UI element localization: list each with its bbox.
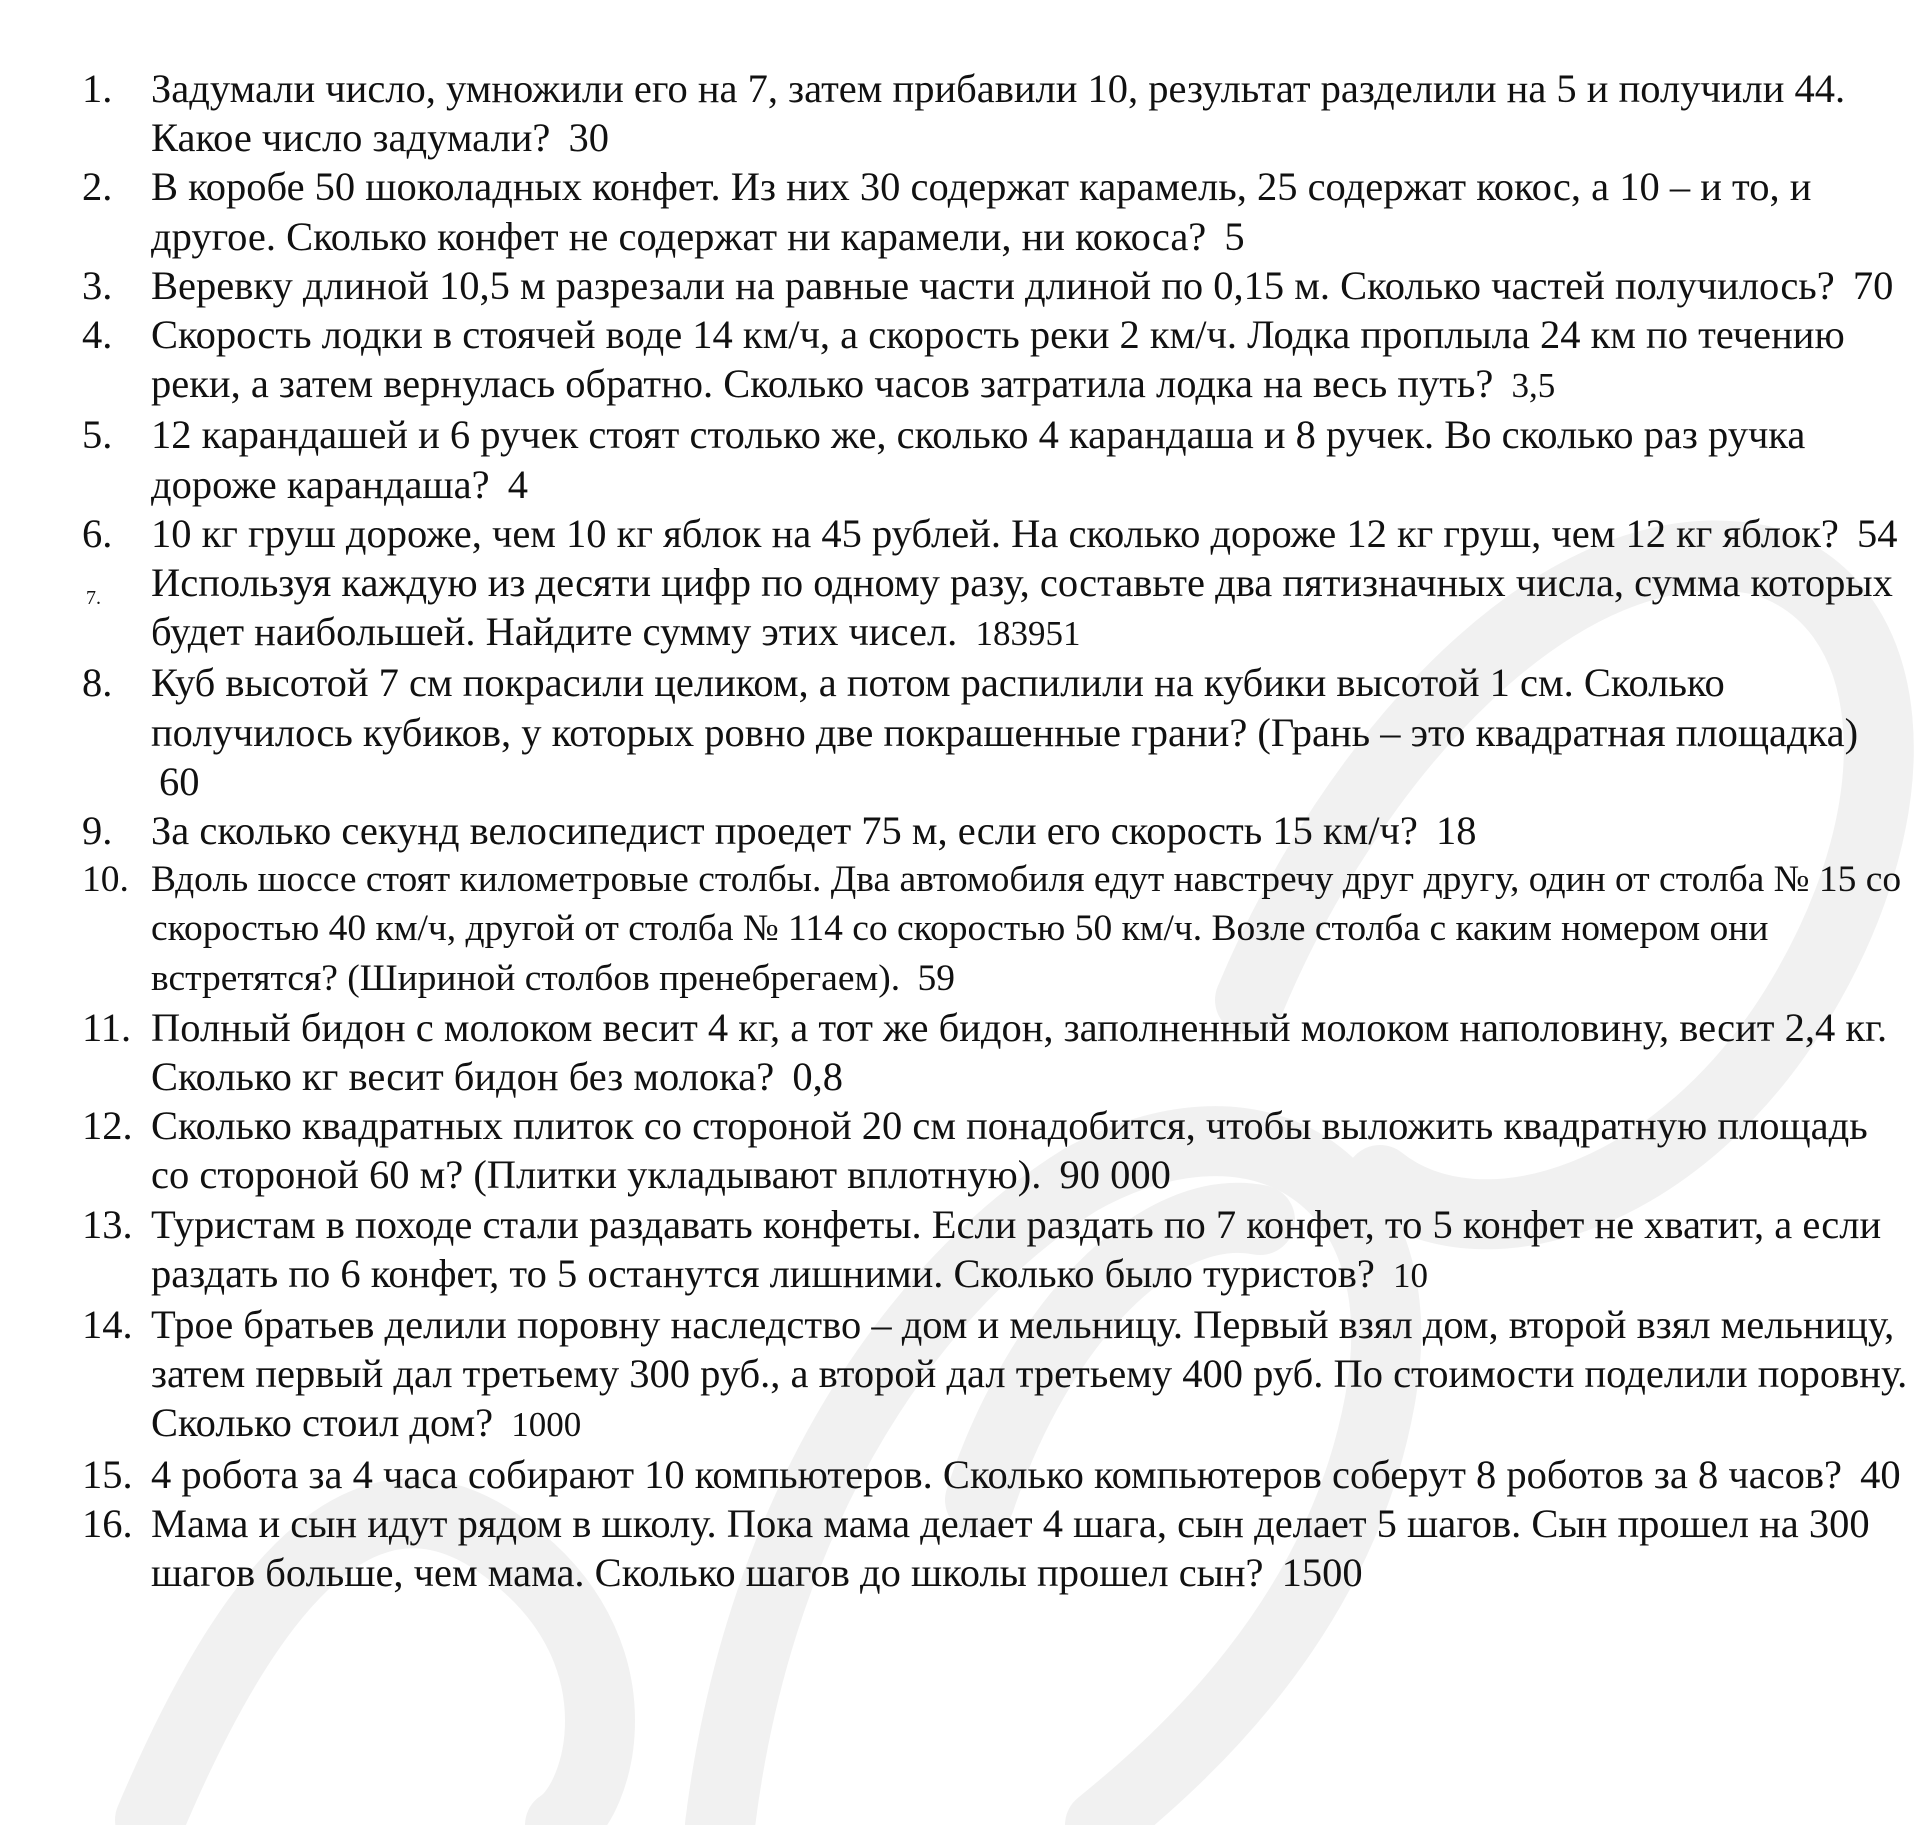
problem-8 — [0, 658, 1920, 806]
problem-11 — [0, 1003, 1920, 1101]
problem-answer: 1000 — [511, 1405, 582, 1445]
problem-answer: 30 — [568, 115, 609, 161]
problem-answer: 40 — [1860, 1451, 1901, 1497]
problem-text: Задумали число, умножили его на 7, затем прибавили 10, результат разделили на 5 и получили 44. Какое число задумали? — [151, 66, 1846, 161]
problem-text: Сколько квадратных плиток со стороной 20 см понадобится, чтобы выложить квадратную площадь со стороной 60 м? (Плитки укладывают вплотную). — [151, 1103, 1868, 1198]
problem-number: 4. — [82, 312, 113, 358]
problem-number: 3. — [82, 262, 113, 308]
problem-number: 16. — [82, 1500, 133, 1546]
problem-9 — [0, 806, 1920, 855]
problem-5 — [0, 410, 1920, 508]
problem-6 — [0, 509, 1920, 558]
problem-text: 12 карандашей и 6 ручек стоят столько же, сколько 4 карандаша и 8 ручек. Во сколько раз ручка дороже карандаша? — [151, 412, 1806, 507]
problem-number: 15. — [82, 1451, 133, 1497]
problem-text: Мама и сын идут рядом в школу. Пока мама делает 4 шага, сын делает 5 шагов. Сын прошел на 300 шагов больше, чем мама. Сколько шагов до школы прошел сын? — [151, 1500, 1870, 1596]
problem-answer: 54 — [1857, 510, 1898, 556]
problem-text: Используя каждую из десяти цифр по одному разу, составьте два пятизначных числа, сумма которых будет наибольшей. Найдите сумму этих чисел. — [151, 560, 1893, 655]
problem-answer: 0,8 — [792, 1054, 843, 1100]
problem-number: 12. — [82, 1103, 133, 1149]
problem-number: 11. — [82, 1004, 132, 1050]
problem-number: 14. — [82, 1302, 133, 1348]
problem-13 — [0, 1200, 1920, 1300]
problem-answer: 183951 — [975, 614, 1081, 654]
problem-answer: 5 — [1224, 213, 1245, 259]
problem-7 — [0, 558, 1920, 658]
problem-text: Веревку длиной 10,5 м разрезали на равные части длиной по 0,15 м. Сколько частей получилось? — [151, 262, 1835, 308]
problem-text: Туристам в походе стали раздавать конфеты. Если раздать по 7 конфет, то 5 конфет не хватит, а если раздать по 6 конфет, то 5 останутся лишними. Сколько было туристов? — [151, 1201, 1882, 1296]
problem-number: 13. — [82, 1201, 133, 1247]
problem-answer: 70 — [1852, 262, 1894, 308]
problem-number: 9. — [82, 808, 113, 854]
problem-number: 7. — [86, 587, 101, 610]
problem-text: Полный бидон с молоком весит 4 кг, а тот же бидон, заполненный молоком наполовину, весит 2,4 кг. Сколько кг весит бидон без молока? — [151, 1004, 1888, 1100]
problem-2 — [0, 162, 1920, 260]
problem-number: 2. — [82, 164, 113, 210]
problem-text: В коробе 50 шоколадных конфет. Из них 30 содержат карамель, 25 содержат кокос, а 10 – и то, и другое. Сколько конфет не содержат ни карамели, ни кокоса? — [151, 164, 1812, 259]
problem-3 — [0, 261, 1920, 310]
problem-answer: 1500 — [1281, 1550, 1363, 1596]
problem-number: 5. — [82, 412, 113, 458]
problem-text: Куб высотой 7 см покрасили целиком, а потом распилили на кубики высотой 1 см. Сколько получилось кубиков, у которых ровно две покрашенные грани? (Грань – это квадратная площадка) — [151, 660, 1859, 755]
problem-14 — [0, 1300, 1920, 1450]
problem-text: Вдоль шоссе стоят километровые столбы. Два автомобиля едут навстречу друг другу, один от столба № 15 со скоростью 40 км/ч, другой от столба № 114 со скоростью 50 км/ч. Возле столба с каким номером они встретятся? (Шириной столбов пренебрегаем). — [151, 859, 1902, 999]
problem-text: 10 кг груш дороже, чем 10 кг яблок на 45 рублей. На сколько дороже 12 кг груш, чем 12 кг яблок? — [151, 510, 1839, 556]
problem-number: 6. — [82, 510, 113, 556]
problem-answer: 3,5 — [1511, 366, 1556, 406]
problem-number: 8. — [82, 660, 113, 706]
problem-12 — [0, 1101, 1920, 1199]
problem-15 — [0, 1450, 1920, 1499]
problem-answer: 18 — [1435, 808, 1477, 854]
problem-4 — [0, 310, 1920, 410]
problem-text: За сколько секунд велосипедист проедет 75 м, если его скорость 15 км/ч? — [151, 808, 1418, 854]
problem-text: 4 робота за 4 часа собирают 10 компьютеров. Сколько компьютеров соберут 8 роботов за 8 часов? — [151, 1451, 1843, 1497]
problem-answer: 4 — [507, 461, 528, 507]
problem-answer: 60 — [159, 758, 200, 804]
problem-answer: 59 — [917, 957, 955, 999]
problem-number: 10. — [82, 859, 129, 901]
document-page — [0, 64, 1920, 1597]
problem-answer: 10 — [1392, 1255, 1428, 1295]
problem-list — [0, 64, 1920, 1597]
problem-text: Скорость лодки в стоячей воде 14 км/ч, а скорость реки 2 км/ч. Лодка проплыла 24 км по течению реки, а затем вернулась обратно. Сколько часов затратила лодка на весь путь? — [151, 312, 1845, 407]
problem-1 — [0, 64, 1920, 162]
problem-text: Трое братьев делили поровну наследство – дом и мельницу. Первый взял дом, второй взял мельницу, затем первый дал третьему 300 руб., а второй дал третьему 400 руб. По стоимости поделили поровну. Сколько стоил дом? — [151, 1302, 1908, 1446]
problem-answer: 90 000 — [1059, 1152, 1171, 1198]
problem-number: 1. — [82, 66, 113, 111]
problem-10 — [0, 855, 1920, 1003]
problem-16 — [0, 1499, 1920, 1597]
